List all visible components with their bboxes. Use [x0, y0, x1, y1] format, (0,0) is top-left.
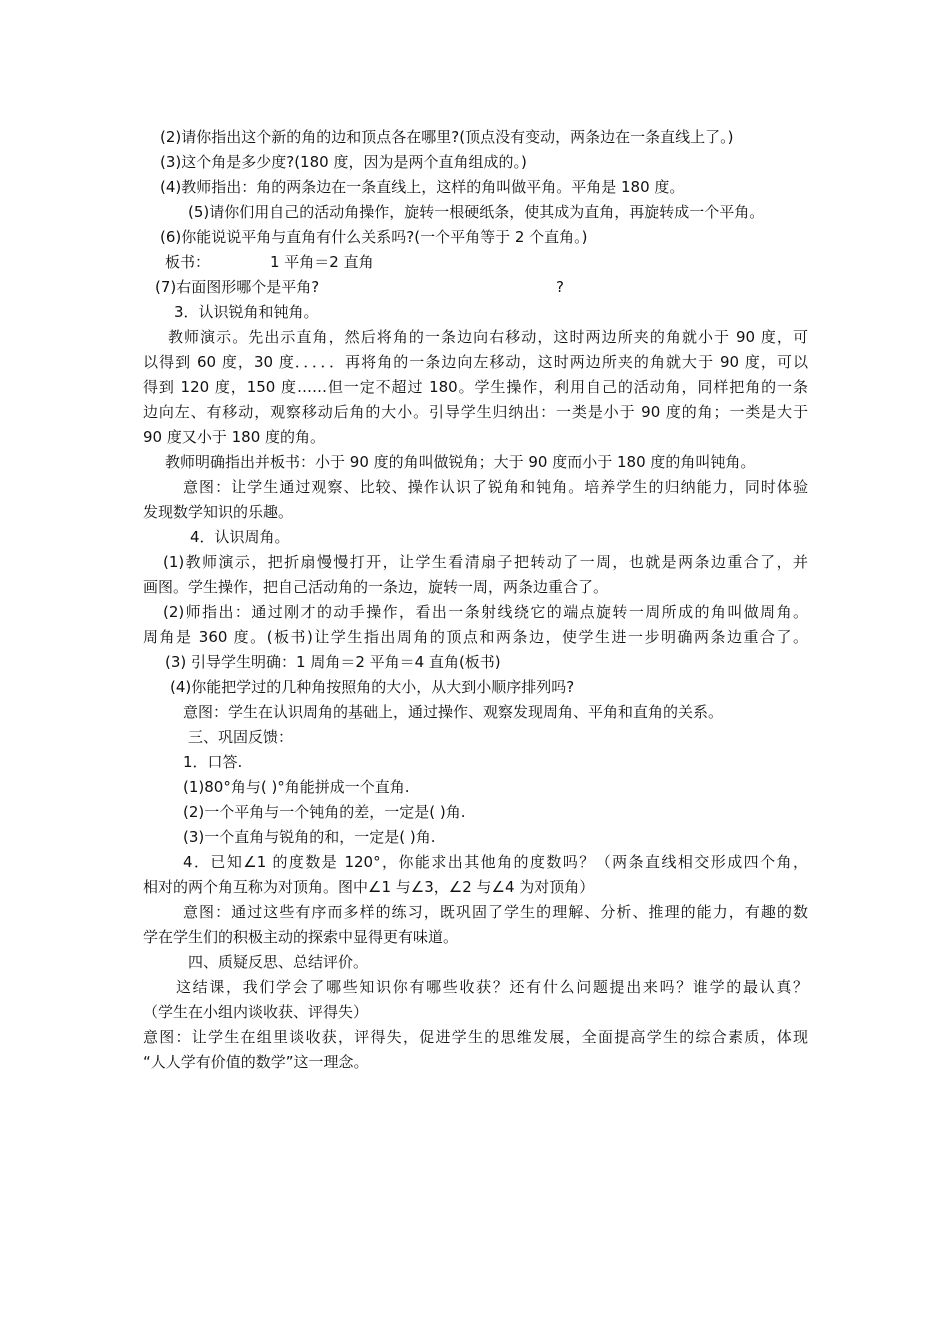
text-line: 这结课，我们学会了哪些知识你有哪些收获？还有什么问题提出来吗？谁学的最认真？ [176, 978, 808, 996]
text-line: (4)你能把学过的几种角按照角的大小，从大到小顺序排列吗? [170, 678, 575, 696]
text-line: (6)你能说说平角与直角有什么关系吗?(一个平角等于 2 个直角。) [160, 228, 588, 246]
section-heading: 四、质疑反思、总结评价。 [188, 953, 369, 971]
text-line: 意图：让学生通过观察、比较、操作认识了锐角和钝角。培养学生的归纳能力，同时体验 [183, 478, 808, 496]
text-line: 90 度又小于 180 度的角。 [143, 428, 326, 446]
section-heading: 4．认识周角。 [190, 528, 290, 546]
text-line: 周角是 360 度。(板书)让学生指出周角的顶点和两条边，使学生进一步明确两条边重合了。 [143, 628, 808, 646]
text-line: 教师演示。先出示直角，然后将角的一条边向右移动，这时两边所夹的角就小于 90 度，可 [168, 328, 808, 346]
text-line: 得到 120 度，150 度……但一定不超过 180。学生操作，利用自己的活动角，同样把角的一条 [143, 378, 808, 396]
section-heading: 三、巩固反馈： [188, 728, 294, 746]
question-mark: ? [556, 278, 564, 296]
exercise-item: (2)一个平角与一个钝角的差，一定是( )角. [183, 803, 466, 821]
text-line: (7)右面图形哪个是平角? [155, 278, 320, 296]
text-line: 意图：学生在认识周角的基础上，通过操作、观察发现周角、平角和直角的关系。 [183, 703, 724, 721]
text-line: 意图：让学生在组里谈收获，评得失，促进学生的思维发展，全面提高学生的综合素质，体现 [143, 1028, 808, 1046]
text-line: (3) 引导学生明确：1 周角＝2 平角＝4 直角(板书) [165, 653, 501, 671]
text-line: 教师明确指出并板书：小于 90 度的角叫做锐角；大于 90 度而小于 180 度的角叫钝角。 [165, 453, 756, 471]
text-line: (4)教师指出：角的两条边在一条直线上，这样的角叫做平角。平角是 180 度。 [160, 178, 685, 196]
text-line: (2)请你指出这个新的角的边和顶点各在哪里?(顶点没有变动，两条边在一条直线上了。) [160, 128, 734, 146]
exercise-item: (3)一个直角与锐角的和，一定是( )角. [183, 828, 436, 846]
text-line: 以得到 60 度，30 度．．．．．再将角的一条边向左移动，这时两边所夹的角就大于 90 度，可以 [143, 353, 808, 371]
text-line: 意图：通过这些有序而多样的练习，既巩固了学生的理解、分析、推理的能力，有趣的数 [183, 903, 808, 921]
text-line: 发现数学知识的乐趣。 [143, 503, 294, 521]
exercise-item: (1)80°角与( )°角能拼成一个直角. [183, 778, 410, 796]
text-line: 边向左、有移动，观察移动后角的大小。引导学生归纳出：一类是小于 90 度的角；一类是大于 [143, 403, 808, 421]
text-line: 4．已知∠1 的度数是 120°，你能求出其他角的度数吗？（两条直线相交形成四个角， [183, 853, 808, 871]
text-line: (1)教师演示，把折扇慢慢打开，让学生看清扇子把转动了一周，也就是两条边重合了，并 [163, 553, 808, 571]
text-line: “人人学有价值的数学”这一理念。 [143, 1053, 369, 1071]
board-formula: 1 平角＝2 直角 [270, 253, 374, 271]
text-line: （学生在小组内谈收获、评得失） [143, 1003, 369, 1021]
text-line: (3)这个角是多少度?(180 度，因为是两个直角组成的。) [160, 153, 527, 171]
text-line: 相对的两个角互称为对顶角。图中∠1 与∠3，∠2 与∠4 为对顶角） [143, 878, 595, 896]
section-heading: 1．口答. [183, 753, 243, 771]
text-line: 学在学生们的积极主动的探索中显得更有味道。 [143, 928, 459, 946]
text-line: 画图。学生操作，把自己活动角的一条边，旋转一周，两条边重合了。 [143, 578, 609, 596]
text-line: (5)请你们用自己的活动角操作，旋转一根硬纸条，使其成为直角，再旋转成一个平角。 [188, 203, 765, 221]
board-label: 板书： [165, 253, 211, 271]
text-line: (2)师指出：通过刚才的动手操作，看出一条射线绕它的端点旋转一周所成的角叫做周角。 [163, 603, 808, 621]
section-heading: 3．认识锐角和钝角。 [174, 303, 319, 321]
